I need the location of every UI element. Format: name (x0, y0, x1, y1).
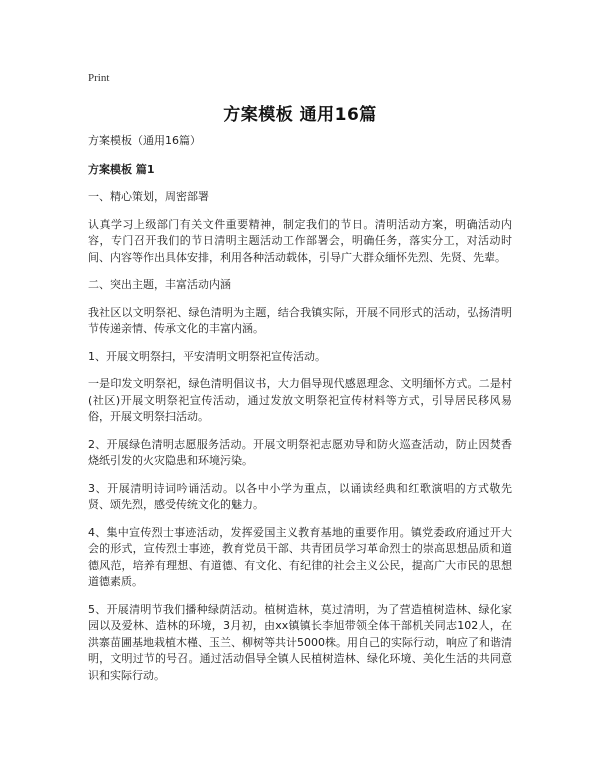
paragraph-1: 一、精心策划，周密部署 (88, 190, 209, 203)
paragraph-4: 我社区以文明祭祀、绿色清明为主题，结合我镇实际，开展不同形式的活动，弘扬清明节传递亲情、传承文化的丰富内涵。 (88, 305, 512, 335)
section-heading: 方案模板 篇1 (88, 162, 155, 176)
paragraph-8: 3、开展清明诗词吟诵活动。以各中小学为重点，以诵读经典和红歌演唱的方式敬先贤、颂先烈，感受传统文化的魅力。 (88, 481, 512, 511)
paragraph-7: 2、开展绿色清明志愿服务活动。开展文明祭祀志愿劝导和防火巡查活动，防止因焚香烧纸引发的火灾隐患和环境污染。 (88, 437, 512, 467)
paragraph-5: 1、开展文明祭扫，平安清明文明祭祀宣传活动。 (88, 349, 326, 363)
paragraph-3: 二、突出主题，丰富活动内涵 (88, 278, 231, 291)
paragraph-2: 认真学习上级部门有关文件重要精神，制定我们的节日。清明活动方案，明确活动内容，专门召开我们的节日清明主题活动工作部署会，明确任务，落实分工，对活动时间、内容等作出具体安排，利用各种活动载体，引导广大群众缅怀先烈、先贤、先辈。 (88, 217, 512, 264)
print-label: Print (88, 72, 110, 84)
paragraph-10: 5、开展清明节我们播种绿荫活动。植树造林，莫过清明，为了营造植树造林、绿化家园以及爱林、造林的环境，3月初，由xx镇镇长李旭带领全体干部机关同志102人，在洪寨苗圃基地栽植木槿、玉兰、柳树等共计5000株。用自己的实际行动，响应了和谐清明，文明过节的号召。通过活动倡导全镇人民植树造林、绿化环境、美化生活的共同意识和实际行动。 (88, 602, 512, 682)
document-subtitle: 方案模板（通用16篇） (88, 134, 201, 147)
paragraph-9: 4、集中宣传烈士事迹活动，发挥爱国主义教育基地的重要作用。镇党委政府通过开大会的形式，宣传烈士事迹，教育党员干部、共青团员学习革命烈士的崇高思想品质和道德风范，培养有理想、有道德、有文化、有纪律的社会主义公民，提高广大市民的思想道德素质。 (88, 525, 512, 588)
document-body (88, 133, 512, 695)
document-title: 方案模板 通用16篇 (223, 105, 377, 125)
paragraph-6: 一是印发文明祭祀，绿色清明倡议书，大力倡导现代感恩理念、文明缅怀方式。二是村(社区)开展文明祭祀宣传活动，通过发放文明祭祀宣传材料等方式，引导居民移风易俗，开展文明祭扫活动。 (88, 377, 512, 423)
